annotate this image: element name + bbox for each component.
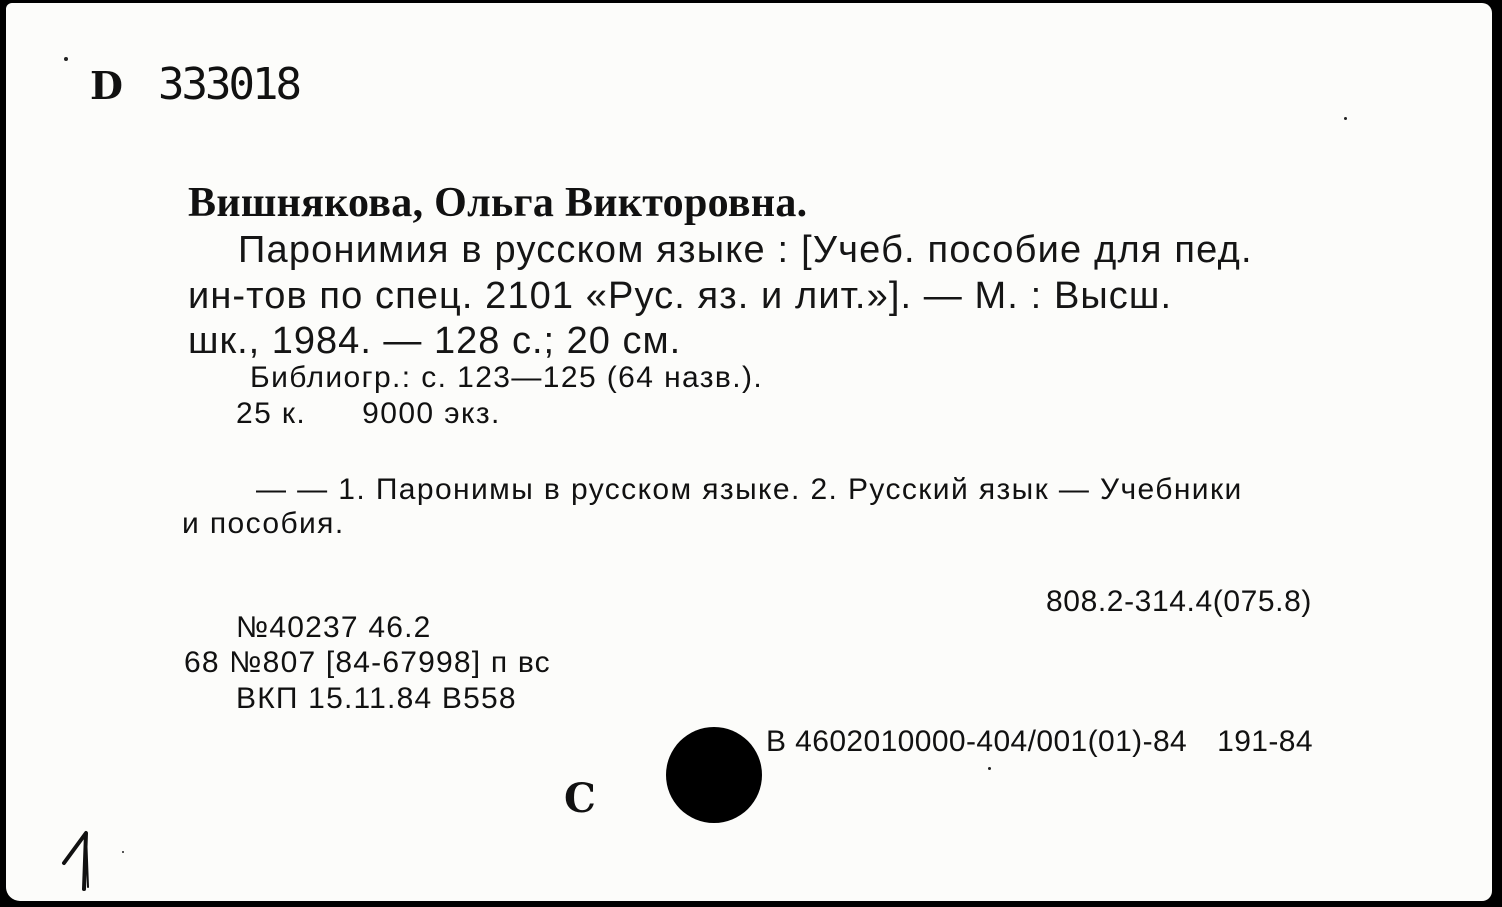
title-line-1: Паронимия в русском языке : [Учеб. пособие для пед. (238, 229, 1253, 271)
publisher-code: В 4602010000-404/001(01)-84 (766, 725, 1188, 758)
accession-line-2: 68 №807 [84-67998] п вс (184, 646, 551, 679)
title-line-2: ин-тов по спец. 2101 «Рус. яз. и лит.»]. — М. : Высш. (188, 275, 1173, 317)
card-mark: С (564, 775, 596, 822)
accession-line-3: ВКП 15.11.84 В558 (236, 682, 517, 715)
udc-classification: 808.2-314.4(075.8) (1046, 585, 1312, 618)
scan-speck (64, 57, 68, 61)
accession-line-1: №40237 46.2 (236, 611, 432, 644)
card-id-letter: D (90, 63, 123, 108)
price: 25 к. (236, 397, 307, 430)
scan-speck (122, 851, 124, 853)
subject-headings-line-1: — — 1. Паронимы в русском языке. 2. Русский язык — Учебники (256, 473, 1243, 506)
card-punch-hole (666, 727, 762, 823)
title-line-3: шк., 1984. — 128 с.; 20 см. (188, 320, 682, 362)
subject-headings-line-2: и пособия. (182, 507, 345, 540)
catalog-card (6, 3, 1492, 901)
author-heading: Вишнякова, Ольга Викторовна. (188, 180, 808, 226)
scan-speck (988, 767, 991, 770)
bibliography-note: Библиогр.: с. 123—125 (64 назв.). (250, 361, 764, 394)
copies: 9000 экз. (362, 397, 501, 430)
price-line (236, 397, 501, 431)
publisher-code-2: 191-84 (1217, 725, 1313, 758)
scan-speck (1344, 117, 1347, 120)
card-id-number: 333018 (158, 59, 299, 110)
handwritten-number-icon (56, 823, 106, 895)
publisher-code-line (766, 725, 1313, 759)
